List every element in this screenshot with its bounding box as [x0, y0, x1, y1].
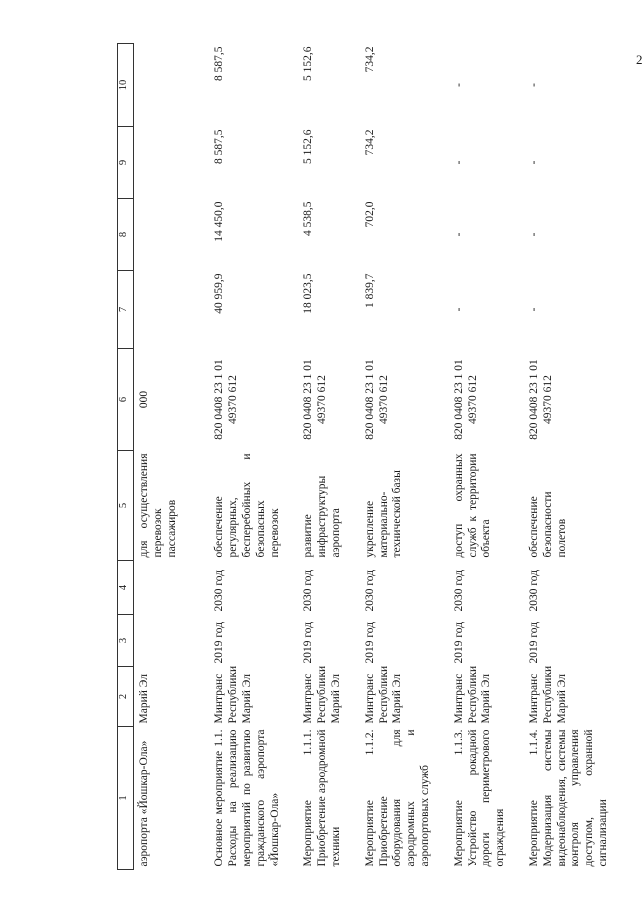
amount-col10: 8 587,5 — [213, 46, 226, 81]
column-numbers-row — [118, 44, 134, 870]
column-number: 9 — [118, 127, 134, 199]
amount-col10: - — [527, 83, 540, 87]
amount-col7: 18 023,5 — [302, 273, 315, 314]
amount-col8: - — [527, 232, 540, 237]
amount-col8: - — [452, 232, 465, 237]
end-year: 2030 год — [452, 569, 465, 612]
column-number: 6 — [118, 349, 134, 451]
budget-code: 820 0408 23 1 01 49370 612 — [213, 359, 240, 440]
amount-col9: - — [527, 160, 540, 165]
start-year: 2019 год — [302, 621, 315, 664]
column-number: 2 — [118, 667, 134, 727]
amount-col7: 40 959,9 — [213, 273, 226, 314]
expected-result: доступ охранных служб к территории объекта — [452, 453, 493, 558]
budget-code: 820 0408 23 1 01 49370 612 — [527, 359, 554, 440]
amount-col9: 734,2 — [363, 129, 376, 156]
amount-col8: 4 538,5 — [302, 201, 315, 236]
column-number: 4 — [118, 561, 134, 615]
amount-col9: 8 587,5 — [213, 129, 226, 164]
table-row — [134, 44, 210, 870]
amount-col10 — [134, 44, 210, 127]
expected-result: обеспечение безопасности полетов — [527, 491, 568, 558]
start-year: 2019 год — [527, 621, 540, 664]
amount-col7: - — [527, 307, 540, 312]
expected-result: обеспечение регулярных, бесперебойных и безопасных перевозок — [213, 453, 281, 558]
responsible-executor: Минтранс Республики Марий Эл — [363, 665, 404, 724]
measure-name: Мероприятие 1.1.3. Устройство рокадной дороги периметрового ограждения — [452, 729, 507, 867]
column-number: 10 — [118, 44, 134, 127]
amount-col7 — [134, 271, 210, 349]
amount-col8: 702,0 — [363, 201, 376, 228]
column-number: 1 — [118, 727, 134, 870]
table-row — [209, 44, 298, 870]
end-year: 2030 год — [213, 569, 226, 612]
start-year: 2019 год — [363, 621, 376, 664]
page-number: 2 — [636, 52, 643, 67]
measure-name: аэропорта «Йошкар-Ола» — [138, 740, 150, 867]
column-number: 7 — [118, 271, 134, 349]
amount-col10: 734,2 — [363, 46, 376, 73]
amount-col7: - — [452, 307, 465, 312]
responsible-executor: Минтранс Республики Марий Эл — [213, 665, 253, 724]
expected-result: развитие инфраструктуры аэропорта — [302, 475, 342, 558]
budget-code: 820 0408 23 1 01 49370 612 — [302, 359, 329, 440]
start-year: 2019 год — [452, 621, 465, 664]
table-row — [360, 44, 449, 870]
column-number: 8 — [118, 199, 134, 271]
budget-code: 820 0408 23 1 01 49370 612 — [452, 359, 479, 440]
amount-col10: 5 152,6 — [302, 46, 315, 81]
responsible-executor: Минтранс Республики Марий Эл — [527, 665, 568, 724]
measure-name: Мероприятие 1.1.1. Приобретение аэродромной техники — [302, 729, 342, 867]
responsible-executor: Минтранс Республики Марий Эл — [302, 665, 342, 724]
start-year: 2019 год — [213, 621, 226, 664]
rotated-table-container — [117, 44, 642, 870]
column-number: 3 — [118, 615, 134, 667]
table-row — [449, 44, 524, 870]
end-year — [134, 561, 210, 615]
end-year: 2030 год — [527, 569, 540, 612]
end-year: 2030 год — [363, 569, 376, 612]
end-year: 2030 год — [302, 569, 315, 612]
amount-col9 — [134, 127, 210, 199]
program-measures-table — [117, 43, 615, 870]
start-year — [134, 615, 210, 667]
expected-result: для осуществления перевозок пассажиров — [138, 453, 178, 558]
expected-result: укрепление материально-технической базы — [363, 470, 404, 558]
measure-name: Мероприятие 1.1.4. Модернизация системы видеонаблюдения, системы контроля управления доступом, охранной сигнализации — [527, 729, 609, 867]
amount-col7: 1 839,7 — [363, 273, 376, 308]
amount-col8: 14 450,0 — [213, 201, 226, 242]
amount-col8 — [134, 199, 210, 271]
column-number: 5 — [118, 451, 134, 561]
amount-col9: - — [452, 160, 465, 165]
budget-code: 000 — [138, 390, 150, 409]
measure-name: Мероприятие 1.1.2. Приобретение оборудования для аэродромных и аэропортовых служб — [363, 729, 431, 867]
responsible-executor: Минтранс Республики Марий Эл — [452, 665, 493, 724]
measure-name: Основное мероприятие 1.1. Расходы на реализацию мероприятий по развитию гражданского аэропорта «Йошкар-Ола» — [213, 729, 281, 867]
table-row — [298, 44, 359, 870]
amount-col10: - — [452, 83, 465, 87]
responsible-executor: Марий Эл — [138, 674, 150, 724]
amount-col9: 5 152,6 — [302, 129, 315, 164]
budget-code: 820 0408 23 1 01 49370 612 — [363, 359, 390, 440]
table-row — [524, 44, 615, 870]
